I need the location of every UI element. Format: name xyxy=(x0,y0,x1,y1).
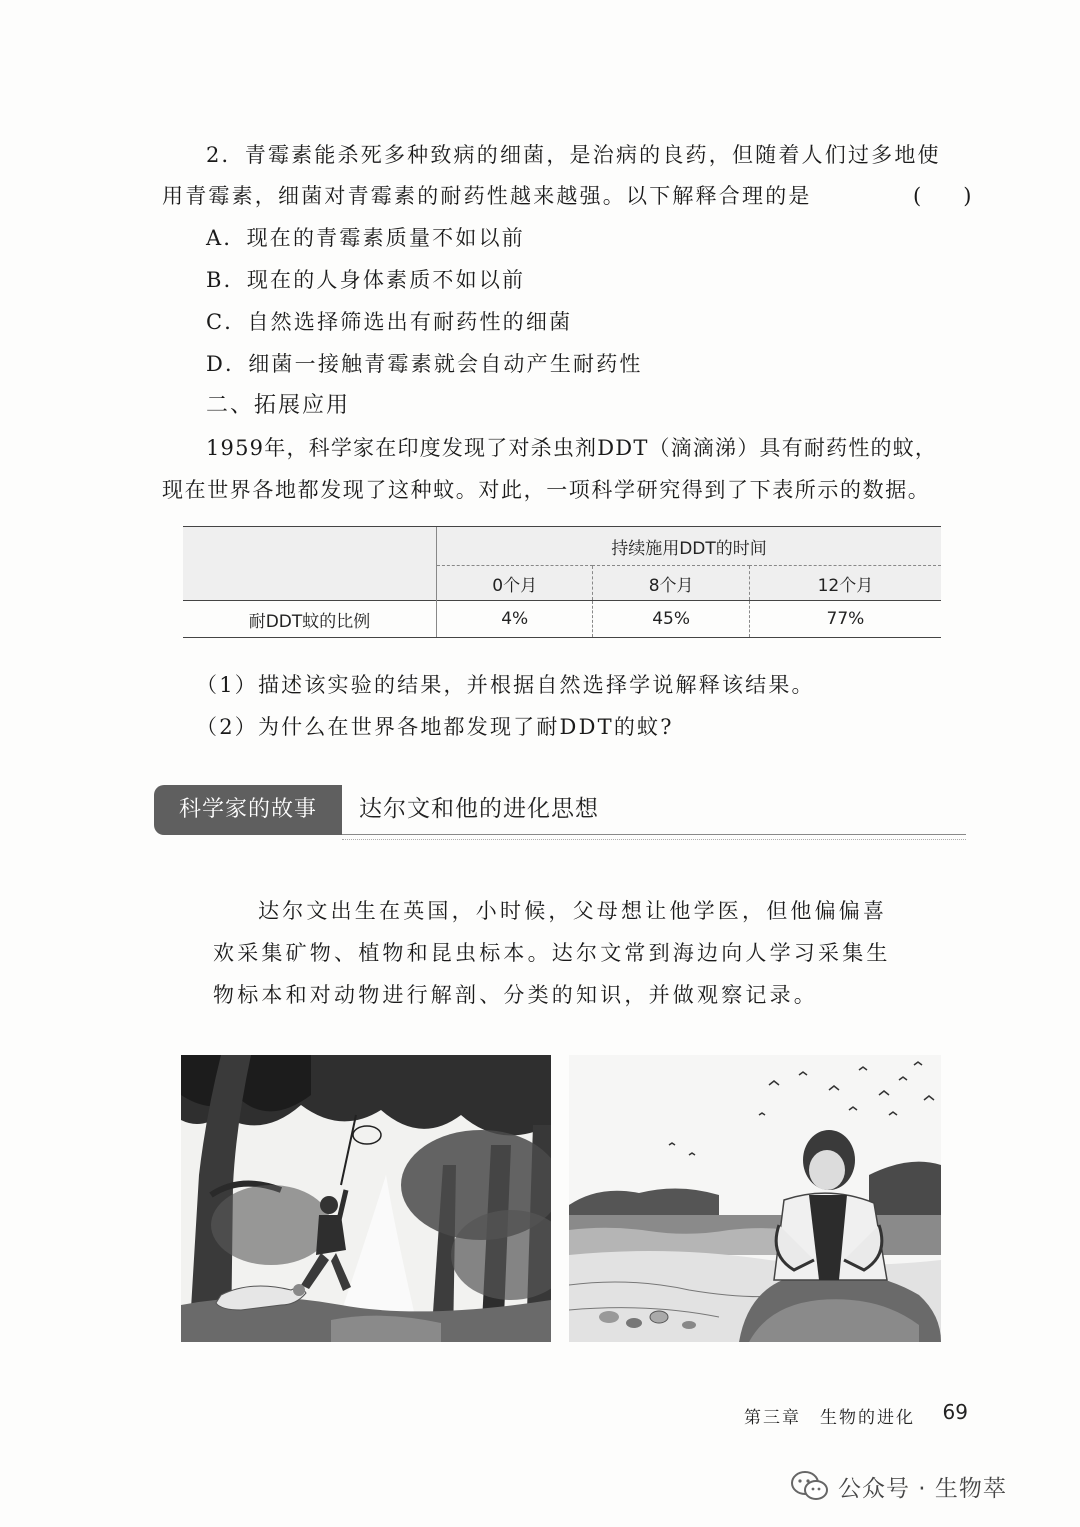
extension-para-line1: 1959年，科学家在印度发现了对杀虫剂DDT（滴滴涕）具有耐药性的蚊， xyxy=(206,436,938,460)
banner-rule xyxy=(342,834,966,835)
table-column-header: 0个月 xyxy=(437,566,593,601)
footer-chapter: 第三章 生物的进化 xyxy=(744,1408,915,1428)
table-corner-cell xyxy=(183,527,437,601)
story-line2: 欢采集矿物、植物和昆虫标本。达尔文常到海边向人学习采集生 xyxy=(213,941,891,965)
table-group-header: 持续施用DDT的时间 xyxy=(437,527,942,566)
table-cell: 4% xyxy=(437,601,593,638)
extension-heading: 二、拓展应用 xyxy=(206,393,351,418)
section-title: 达尔文和他的进化思想 xyxy=(359,796,599,822)
page-number: 69 xyxy=(942,1400,968,1424)
section-tab: 科学家的故事 xyxy=(154,785,342,835)
option-a: A．现在的青霉素质量不如以前 xyxy=(206,226,525,250)
story-line1: 达尔文出生在英国，小时候，父母想让他学医，但他偏偏喜 xyxy=(258,899,888,923)
extension-para-line2: 现在世界各地都发现了这种蚊。对此，一项科学研究得到了下表所示的数据。 xyxy=(162,478,931,502)
table-cell: 77% xyxy=(749,601,941,638)
option-c: C．自然选择筛选出有耐药性的细菌 xyxy=(206,310,573,334)
illustration-forest-boy xyxy=(181,1055,551,1342)
banner-rule-dotted xyxy=(342,839,966,840)
wechat-icon xyxy=(790,1469,830,1503)
watermark-text: 公众号 · 生物萃 xyxy=(838,1475,1007,1502)
illustration-beach-boy xyxy=(569,1055,941,1342)
table-cell: 45% xyxy=(593,601,749,638)
table-row-label: 耐DDT蚊的比例 xyxy=(183,601,437,638)
ddt-data-table xyxy=(183,526,941,638)
section-banner xyxy=(154,785,966,835)
table-column-header: 12个月 xyxy=(749,566,941,601)
option-b: B．现在的人身体素质不如以前 xyxy=(206,268,526,292)
sub-question-1: （1）描述该实验的结果，并根据自然选择学说解释该结果。 xyxy=(196,673,815,697)
story-line3: 物标本和对动物进行解剖、分类的知识，并做观察记录。 xyxy=(213,983,818,1007)
option-d: D．细菌一接触青霉素就会自动产生耐药性 xyxy=(206,352,643,376)
sub-question-2: （2）为什么在世界各地都发现了耐DDT的蚊? xyxy=(196,715,674,739)
table-column-header: 8个月 xyxy=(593,566,749,601)
question2-line2: 用青霉素，细菌对青霉素的耐药性越来越强。以下解释合理的是 xyxy=(162,184,812,208)
watermark xyxy=(790,1466,1007,1506)
question2-line1: 2．青霉素能杀死多种致病的细菌，是治病的良药，但随着人们过多地使 xyxy=(206,143,941,167)
answer-paren: ( ) xyxy=(913,184,972,208)
